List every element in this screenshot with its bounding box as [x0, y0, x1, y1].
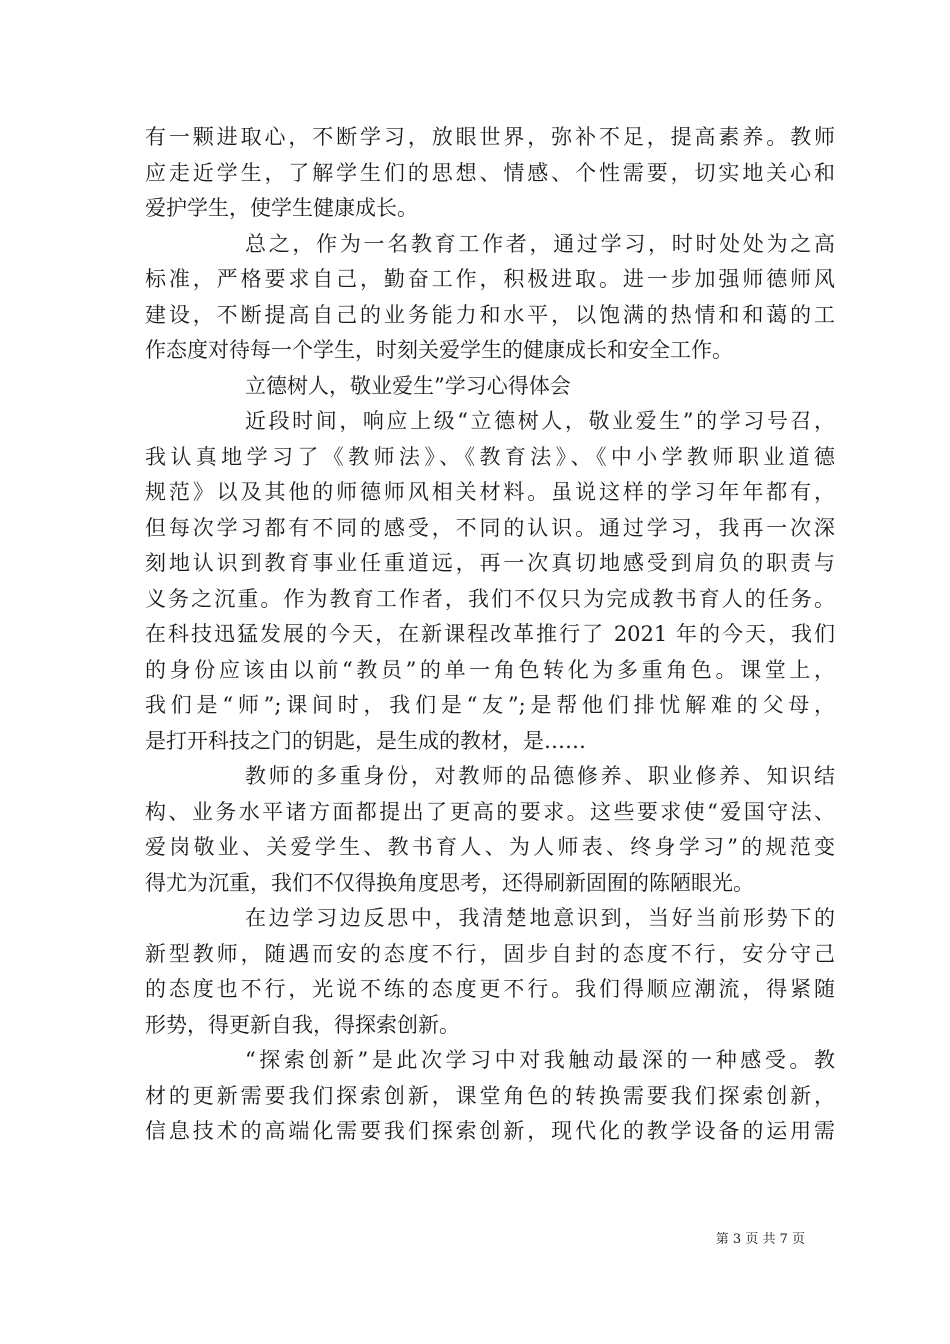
text-line: 立德树人，敬业爱生”学习心得体会	[245, 373, 571, 398]
text-line: 建设，不断提高自己的业务能力和水平，以饱满的热情和和蔼的工	[145, 302, 835, 327]
text-line: 爱护学生，使学生健康成长。	[145, 196, 418, 220]
text-line: 信息技术的高端化需要我们探索创新，现代化的教学设备的运用需	[145, 1119, 835, 1143]
text-line: 我认真地学习了《教师法》、《教育法》、《中小学教师职业道德	[145, 444, 835, 469]
text-line: 作态度对待每一个学生，时刻关爱学生的健康成长和安全工作。	[145, 338, 733, 362]
page-number: 第 3 页 共 7 页	[715, 1232, 805, 1247]
text-line: 构、业务水平诸方面都提出了更高的要求。这些要求使“爱国守法、	[145, 799, 835, 824]
text-line: 标准，严格要求自己，勤奋工作，积极进取。进一步加强师德师风	[145, 267, 835, 291]
text-line: 爱岗敬业、关爱学生、教书育人、为人师表、终身学习”的规范变	[145, 835, 835, 859]
text-line: 的态度也不行，光说不练的态度更不行。我们得顺应潮流，得紧随	[145, 977, 835, 1001]
text-line: 有一颗进取心，不断学习，放眼世界，弥补不足，提高素养。教师	[145, 125, 835, 149]
text-line: 教师的多重身份，对教师的品德修养、职业修养、知识结	[245, 764, 835, 788]
text-line: 规范》以及其他的师德师风相关材料。虽说这样的学习年年都有，	[145, 480, 835, 504]
text-line: “探索创新”是此次学习中对我触动最深的一种感受。教	[245, 1048, 835, 1072]
text-line: 应走近学生，了解学生们的思想、情感、个性需要，切实地关心和	[145, 160, 835, 185]
text-line: 但每次学习都有不同的感受，不同的认识。通过学习，我再一次深	[145, 515, 835, 540]
text-line: 在边学习边反思中，我清楚地意识到，当好当前形势下的	[245, 906, 835, 930]
text-line: 形势，得更新自我，得探索创新。	[145, 1012, 460, 1037]
text-line: 是打开科技之门的钥匙，是生成的教材，是……	[145, 728, 586, 753]
text-line: 材的更新需要我们探索创新，课堂角色的转换需要我们探索创新，	[145, 1083, 835, 1108]
document-body	[145, 120, 835, 1150]
text-line: 的身份应该由以前“教员”的单一角色转化为多重角色。课堂上，	[145, 657, 835, 682]
text-line: 我们是“师”;课间时，我们是“友”;是帮他们排忧解难的父母，	[145, 693, 835, 717]
text-line: 得尤为沉重，我们不仅得换角度思考，还得刷新固囿的陈陋眼光。	[145, 870, 754, 895]
text-line: 总之，作为一名教育工作者，通过学习，时时处处为之高	[245, 231, 835, 256]
text-line: 新型教师，随遇而安的态度不行，固步自封的态度不行，安分守己	[145, 941, 835, 966]
text-line: 刻地认识到教育事业任重道远，再一次真切地感受到肩负的职责与	[145, 551, 835, 575]
text-line: 在科技迅猛发展的今天，在新课程改革推行了 2021 年的今天，我们	[145, 622, 835, 646]
text-line: 义务之沉重。作为教育工作者，我们不仅只为完成教书育人的任务。	[145, 586, 835, 611]
text-line: 近段时间，响应上级“立德树人，敬业爱生”的学习号召，	[245, 409, 835, 433]
